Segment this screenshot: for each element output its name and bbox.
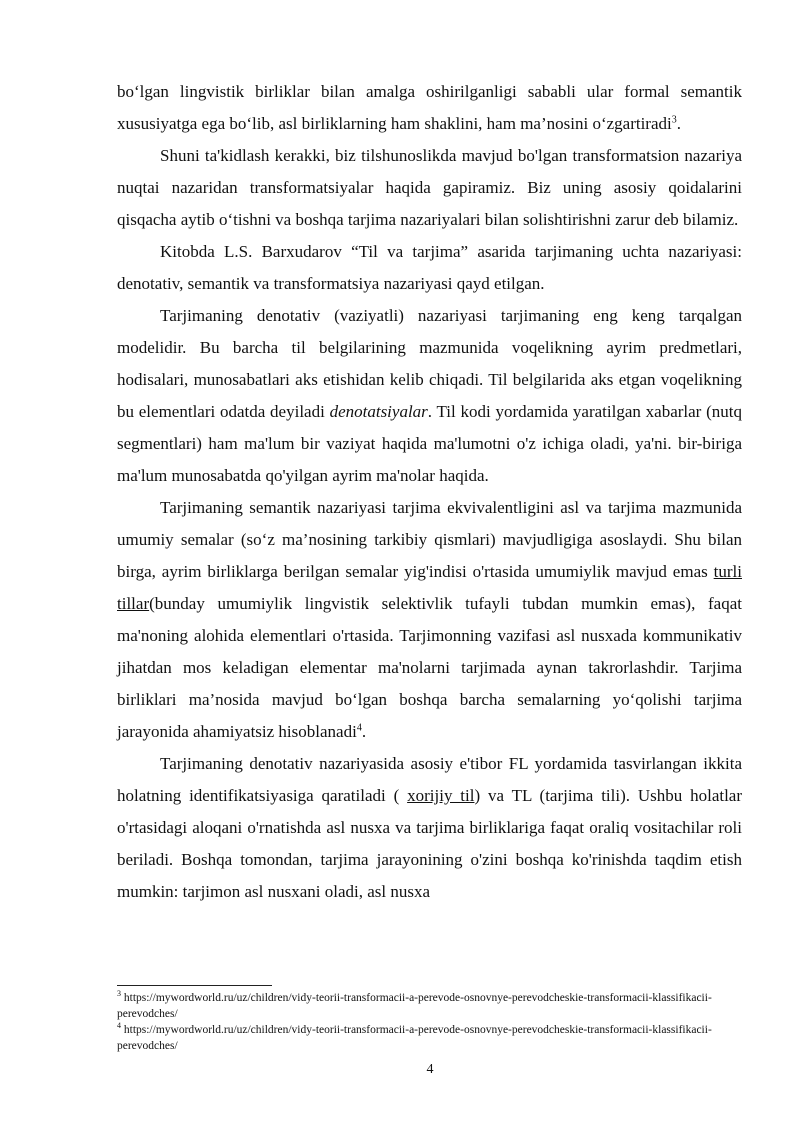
footnote-ref[interactable]: 4 [356,722,362,734]
paragraph-text: (bunday umumiylik lingvistik selektivlik tufayli tubdan mumkin emas), faqat ma'noning alohida elementlari o'rtasida. Tarjimonning vazifasi asl nusxada kommunikativ jihatdan mos keladigan elementar ma'nolarni tarjimada aynan takrorlashdir. Tarjima birliklari ma’nosida mavjud bo‘lgan boshqa barcha semalarning yo‘qolishi tarjima jarayonida ahamiyatsiz hisoblanadi [117,594,742,741]
underlined-link[interactable]: xorijiy til [407,786,475,805]
paragraph-end: . [361,722,367,741]
footnote-url[interactable]: https://mywordworld.ru/uz/children/vidy-teorii-transformacii-a-perevode-osnovnye-perevodcheskie-transformacii-klassifikacii-perevodches/ [117,992,712,1020]
footnote [117,1022,742,1054]
paragraph-continued [117,76,742,140]
italic-term: denotatsiyalar [329,402,428,421]
body-text [117,76,742,908]
footnote [117,990,742,1022]
paragraph-text: Tarjimaning denotativ nazariyasida asosiy e'tibor FL yordamida tasvirlangan ikkita holatning identifikatsiyasiga qaratiladi ( [117,754,742,805]
paragraph [117,492,742,748]
paragraph-end: . [676,114,681,133]
paragraph-text: Tarjimaning denotativ (vaziyatli) nazariyasi tarjimaning eng keng tarqalgan modelidir. Bu barcha til belgilarining mazmunida voqelikning ayrim predmetlari, hodisalari, munosabatlari aks etishidan kelib chiqadi. Til belgilarida aks etgan voqelikning bu elementlari odatda deyiladi [117,306,742,421]
paragraph [117,748,742,908]
footnotes [117,990,742,1054]
paragraph-text: bo‘lgan lingvistik birliklar bilan amalga oshirilganligi sababli ular formal semantik xususiyatga ega bo‘lib, asl birliklarning ham shaklini, ham ma’nosini o‘zgartiradi [117,82,742,133]
paragraph-text: . Til kodi yordamida yaratilgan xabarlar (nutq segmentlari) ham ma'lum bir vaziyat haqida ma'lumotni o'z ichiga oladi, ya'ni. bir-biriga ma'lum munosabatda qo'yilgan ayrim ma'nolar haqida. [117,402,742,485]
underlined-link[interactable]: turli tillar [117,562,742,613]
paragraph: Shuni ta'kidlash kerakki, biz tilshunoslikda mavjud bo'lgan transformatsion nazariya nuqtai nazaridan transformatsiyalar haqida gapiramiz. Biz uning asosiy qoidalarini qisqacha aytib o‘tishni va boshqa tarjima nazariyalari bilan solishtirishni zarur deb bilamiz. [117,146,742,229]
footnote-url[interactable]: https://mywordworld.ru/uz/children/vidy-teorii-transformacii-a-perevode-osnovnye-perevodcheskie-transformacii-klassifikacii-perevodches/ [117,1024,712,1052]
paragraph-text: ) va TL (tarjima tili). Ushbu holatlar o'rtasidagi aloqani o'rnatishda asl nusxa va tarjima birliklariga faqat oraliq vositachilar roli beriladi. Boshqa tomondan, tarjima jarayonining o'zini boshqa ko'rinishda taqdim etish mumkin: tarjimon asl nusxani oladi, asl nusxa [117,786,743,901]
footnote-ref[interactable]: 3 [671,114,677,126]
page-number: 4 [426,1062,434,1077]
paragraph-text: Tarjimaning semantik nazariyasi tarjima ekvivalentligini asl va tarjima mazmunida umumiy semalar (so‘z ma’nosining tarkibiy qismlari) mavjudligiga asoslaydi. Shu bilan birga, ayrim birliklarga berilgan semalar yig'indisi o'rtasida umumiylik mavjud emas [117,498,742,581]
paragraph: Kitobda L.S. Barxudarov “Til va tarjima” asarida tarjimaning uchta nazariyasi: denotativ, semantik va transformatsiya nazariyasi qayd etilgan. [117,242,742,293]
footnote-number: 4 [117,1021,121,1031]
paragraph [117,300,742,492]
footnote-separator [117,985,272,986]
footnote-number: 3 [117,989,121,999]
